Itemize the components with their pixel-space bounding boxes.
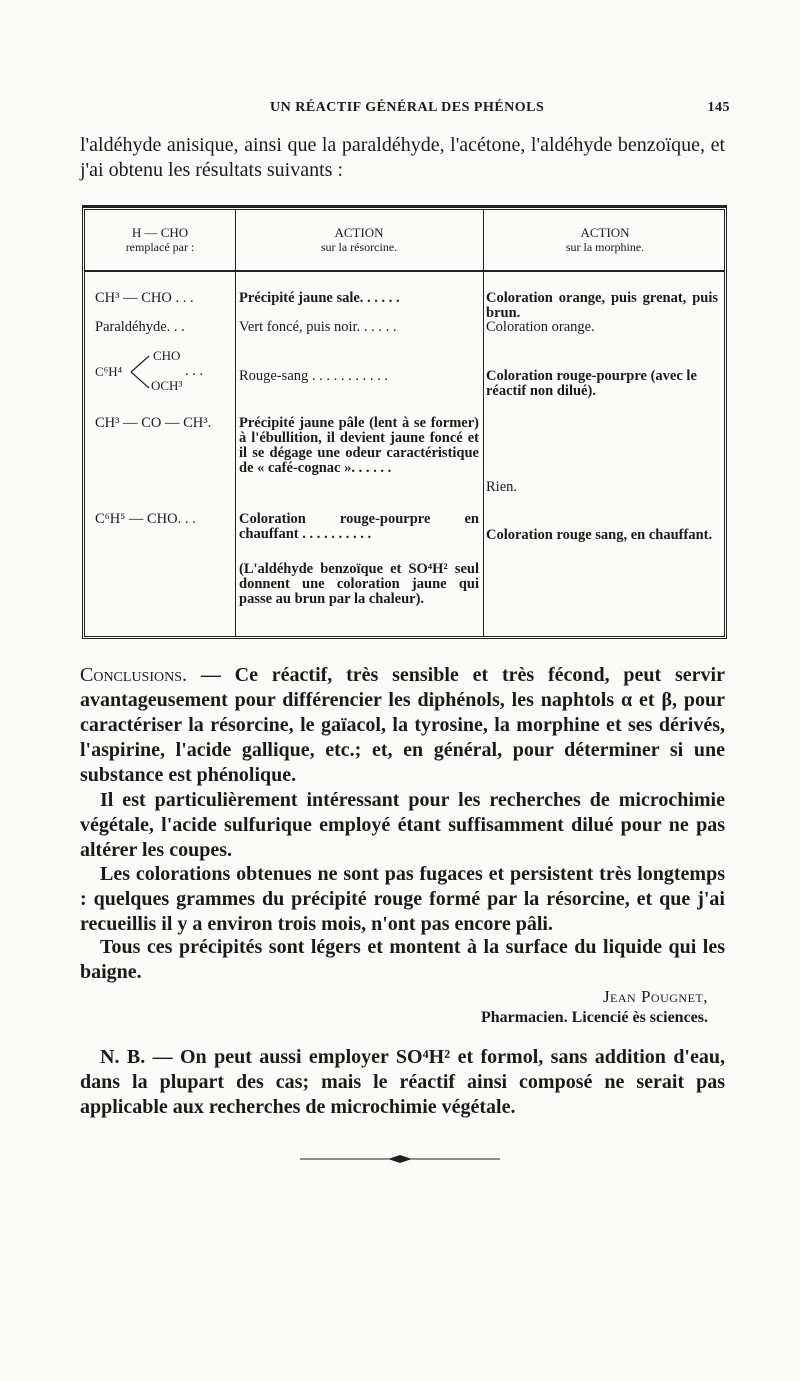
- row2-reagent: Paraldéhyde. . .: [95, 319, 185, 335]
- row4-resorcine: Précipité jaune pâle (lent à se former) à l'ébullition, il devient jaune foncé et il se dégage une odeur caractéristique de « café-cognac ». . . . . .: [239, 415, 479, 476]
- header-resorcine-line2: sur la résorcine.: [320, 240, 398, 254]
- signature-title: Pharmacien. Licencié ès sciences.: [480, 1009, 708, 1026]
- conclusions-paragraph: [80, 663, 725, 788]
- header-reagent-line1: H — CHO: [131, 225, 189, 240]
- header-reagent: [85, 226, 235, 254]
- intro-paragraph: l'aldéhyde anisique, ainsi que la paraldéhyde, l'acétone, l'aldéhyde benzoïque, et j'ai obtenu les résultats suivants :: [80, 134, 725, 181]
- paragraph-microchimie: Il est particulièrement intéressant pour les recherches de microchimie végétale, l'acide sulfurique employé étant suffisamment dilué pour ne pas altérer les coupes.: [80, 789, 725, 861]
- page-number: 145: [707, 100, 730, 115]
- formula-bottom: OCH³: [151, 378, 183, 393]
- results-table: [82, 207, 727, 639]
- row1-morphine: Coloration orange, puis grenat, puis brun.: [486, 290, 718, 321]
- column-divider: [483, 210, 484, 636]
- row1-reagent: CH³ — CHO . . .: [95, 290, 194, 306]
- formula-dots: . . .: [185, 363, 204, 379]
- row4-morphine: Rien.: [486, 479, 518, 495]
- ornament-divider-icon: [300, 1152, 500, 1166]
- header-morphine: [483, 226, 727, 254]
- branch-icon: [129, 352, 151, 392]
- formula-top: CHO: [153, 348, 181, 363]
- row2-morphine: Coloration orange.: [486, 319, 595, 335]
- row5-morphine: Coloration rouge sang, en chauffant.: [486, 527, 713, 543]
- row5-resorcine: Coloration rouge-pourpre en chauffant . . . . . . . . . .: [239, 511, 479, 542]
- conclusions-lead: Conclusions.: [80, 664, 188, 686]
- column-divider: [235, 210, 236, 636]
- row3-reagent: [95, 350, 235, 396]
- header-morphine-line1: ACTION: [580, 225, 630, 240]
- paragraph-precipites: Tous ces précipités sont légers et montent à la surface du liquide qui les baigne.: [80, 936, 725, 983]
- formula-prefix: C⁶H⁴: [95, 364, 123, 379]
- conclusions-text: — Ce réactif, très sensible et très fécond, peut servir avantageusement pour différencier les diphénols, les naphtols α et β, pour caractériser la résorcine, le gaïacol, la tyrosine, la morphine et ses dérivés, l'aspirine, l'acide gallique, etc.; et, en général, pour déterminer si une substance est phénolique.: [80, 664, 725, 786]
- header-resorcine: [235, 226, 483, 254]
- signature-name: Jean Pougnet,: [602, 987, 708, 1006]
- header-reagent-line2: remplacé par :: [125, 240, 195, 254]
- running-head: [80, 100, 730, 116]
- row1-resorcine: Précipité jaune sale. . . . . .: [239, 290, 400, 306]
- header-morphine-line2: sur la morphine.: [565, 240, 645, 254]
- row2-resorcine: Vert foncé, puis noir. . . . . .: [239, 319, 397, 335]
- row5-resorcine-note: (L'aldéhyde benzoïque et SO⁴H² seul donnent une coloration jaune qui passe au brun par la chaleur).: [239, 561, 479, 607]
- paragraph-colorations: Les colorations obtenues ne sont pas fugaces et persistent très longtemps : quelques grammes du précipité rouge formé par la résorcine, et que j'ai recueillis il y a environ trois mois, n'ont pas encore pâli.: [80, 863, 725, 935]
- running-title: UN RÉACTIF GÉNÉRAL DES PHÉNOLS: [270, 100, 545, 115]
- row3-morphine: Coloration rouge-pourpre (avec le réactif non dilué).: [486, 368, 697, 399]
- row5-reagent: C⁶H⁵ — CHO. . .: [95, 511, 196, 527]
- nota-bene: N. B. — On peut aussi employer SO⁴H² et formol, sans addition d'eau, dans la plupart des cas; mais le réactif ainsi composé ne serait pas applicable aux recherches de microchimie végétale.: [80, 1046, 725, 1118]
- row4-reagent: CH³ — CO — CH³.: [95, 415, 212, 431]
- header-divider: [85, 270, 724, 272]
- header-resorcine-line1: ACTION: [334, 225, 384, 240]
- row3-resorcine: Rouge-sang . . . . . . . . . . .: [239, 368, 389, 384]
